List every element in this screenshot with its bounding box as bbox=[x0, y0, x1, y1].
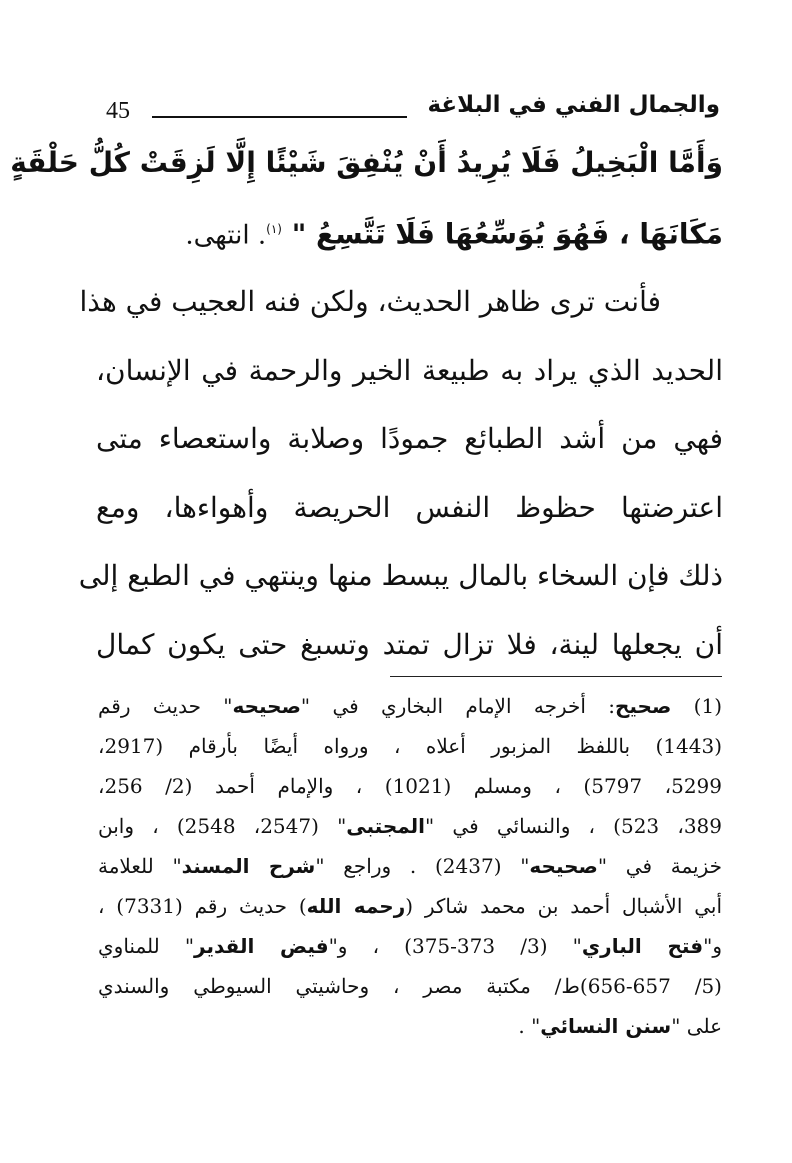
footnote-line bbox=[98, 886, 722, 926]
quote-line bbox=[96, 196, 723, 262]
quote-ending: . انتهى. bbox=[185, 220, 267, 251]
footnote bbox=[98, 686, 722, 1046]
page-header bbox=[100, 92, 720, 132]
footnote-line bbox=[98, 686, 722, 726]
footnote-text: : أخرجه الإمام البخاري في " bbox=[300, 694, 615, 718]
footnote-line bbox=[98, 926, 722, 966]
book-title: شرح المسند bbox=[181, 854, 316, 878]
paragraph-line: اعترضتها حظوظ النفس الحريصة وأهواءها، ومع bbox=[96, 490, 723, 524]
paragraph-line: الحديد الذي يراد به طبيعة الخير والرحمة في الإنسان، bbox=[96, 353, 723, 387]
footnote-line bbox=[98, 1006, 722, 1046]
footnote-text: و" bbox=[703, 934, 722, 958]
footnote-text: " . bbox=[518, 1014, 541, 1038]
footnote-line bbox=[98, 846, 722, 886]
footnote-text: " (2547، 2548) ، وابن bbox=[98, 814, 347, 838]
book-title: المجتبى bbox=[346, 814, 426, 838]
book-title: صحيحه bbox=[232, 694, 301, 718]
paragraph-line: ذلك فإن السخاء بالمال يبسط منها وينتهي في الطبع إلى bbox=[78, 559, 723, 592]
book-title: سنن النسائي bbox=[540, 1014, 672, 1038]
footnote-text: " (3/ 373-375) ، و" bbox=[328, 934, 582, 958]
hadith-quote bbox=[10, 130, 723, 262]
footnote-text: " للعلامة bbox=[98, 854, 182, 878]
footnote-text: 389، 523) ، والنسائي في " bbox=[425, 814, 722, 838]
paragraph-line: أن يجعلها لينة، فلا تزال تمتد وتسبغ حتى يكون كمال bbox=[96, 627, 723, 661]
footnote-separator bbox=[390, 676, 722, 677]
footnote-line: (5/ 656-657)ط/ مكتبة مصر ، وحاشيتي السيوطي والسندي bbox=[98, 974, 722, 998]
quote-text: مَكَانَهَا ، فَهُوَ يُوَسِّعُهَا فَلَا تَتَّسِعُ " bbox=[291, 217, 723, 251]
footnote-text: " للمناوي bbox=[98, 934, 195, 958]
page-number: 45 bbox=[106, 98, 130, 124]
footnote-line: (1443) باللفظ المزبور أعلاه ، ورواه أيضًا بأرقام (2917، bbox=[98, 734, 722, 758]
paragraph-line: فأنت ترى ظاهر الحديث، ولكن فنه العجيب في هذا bbox=[79, 285, 661, 318]
honorific: رحمه الله bbox=[306, 894, 406, 918]
book-title: صحيحه bbox=[529, 854, 598, 878]
footnote-text: " (2437) . وراجع " bbox=[315, 854, 530, 878]
header-rule bbox=[152, 116, 407, 118]
footnote-grade: صحيح bbox=[614, 694, 672, 718]
footnote-text: خزيمة في " bbox=[597, 854, 723, 878]
book-title: فيض القدير bbox=[194, 934, 329, 958]
running-title: والجمال الفني في البلاغة bbox=[427, 92, 720, 118]
footnote-text: " حديث رقم bbox=[98, 694, 233, 718]
footnote-text: ) حديث رقم (7331) ، bbox=[98, 894, 307, 918]
footnote-reference[interactable]: (١) bbox=[266, 222, 282, 236]
footnote-text: أبي الأشبال أحمد بن محمد شاكر ( bbox=[405, 894, 723, 918]
paragraph-line: فهي من أشد الطبائع جمودًا وصلابة واستعصاء متى bbox=[96, 422, 723, 455]
quote-line: وَأَمَّا الْبَخِيلُ فَلَا يُرِيدُ أَنْ يُنْفِقَ شَيْئًا إِلَّا لَزِقَتْ كُلُّ حَلْقَةٍ bbox=[10, 146, 723, 179]
book-title: فتح الباري bbox=[581, 934, 704, 958]
body-paragraph bbox=[78, 268, 723, 679]
footnote-marker: (1) bbox=[693, 694, 722, 718]
footnote-text: على " bbox=[671, 1014, 722, 1038]
footnote-line bbox=[98, 806, 722, 846]
footnote-line: 5299، 5797) ، ومسلم (1021) ، والإمام أحمد (2/ 256، bbox=[98, 774, 722, 798]
